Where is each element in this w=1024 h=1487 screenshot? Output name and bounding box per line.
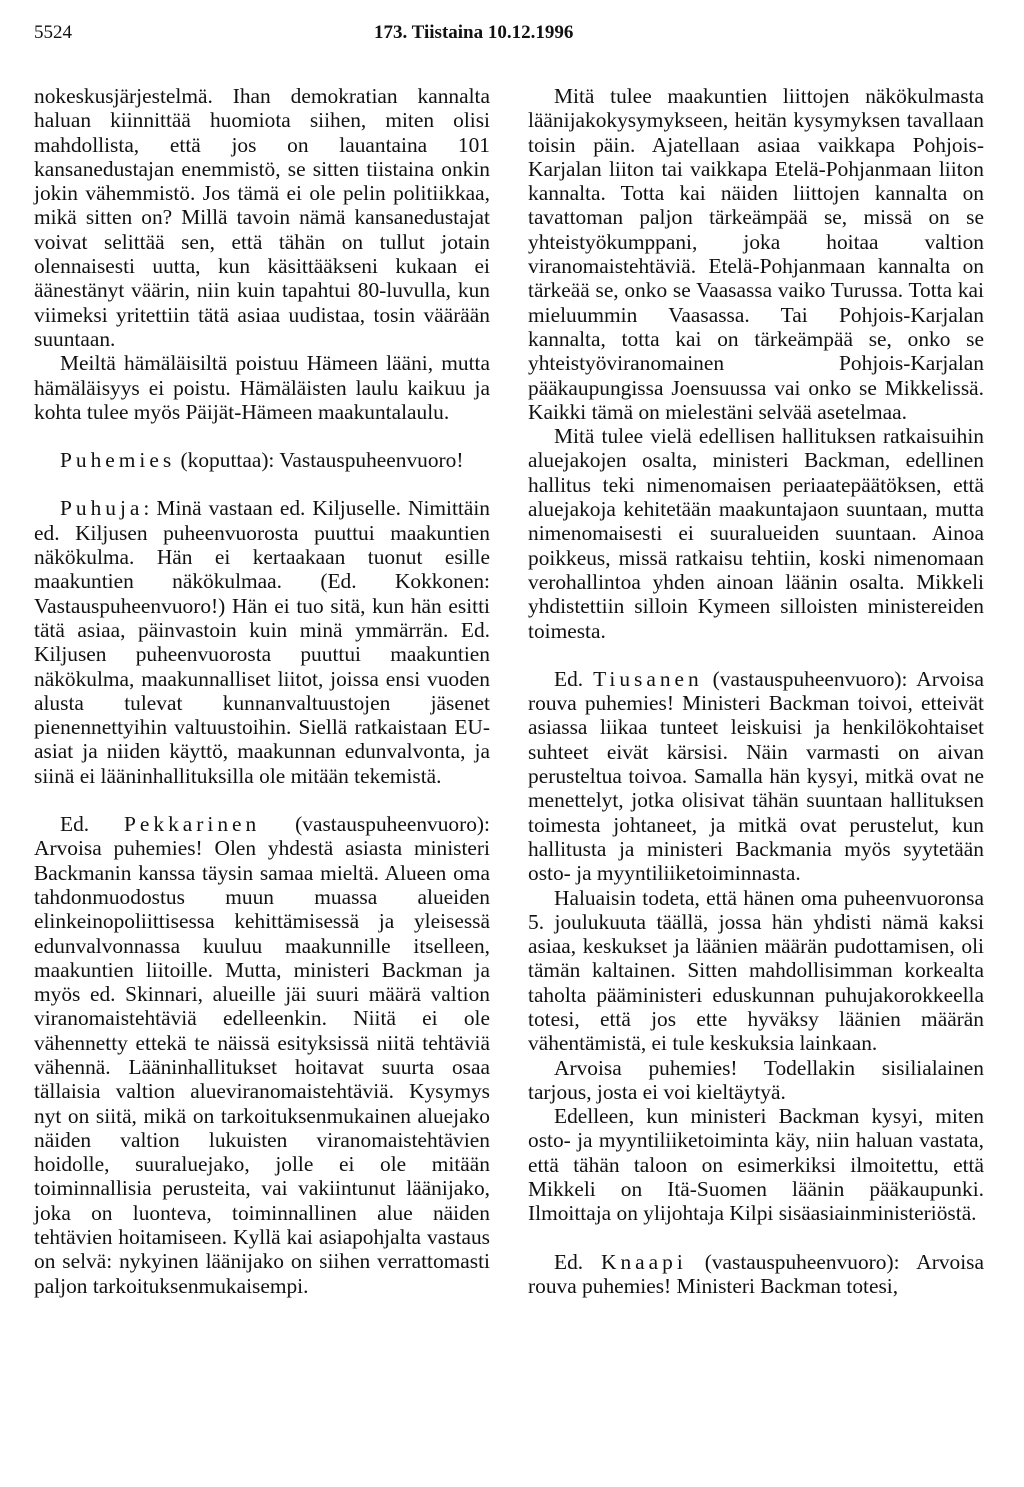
right-column bbox=[528, 84, 984, 1298]
speech-text: (vastauspuheenvuoro): Arvoisa puhemies! Olen yhdestä asiasta ministeri Backmanin kanssa täysin samaa mieltä. Alueen oma tahdonmuodostus muun muassa alueiden elinkeinopoliittisessa kehittämisessä ja yleisessä edunvalvonnassa kuuluu maakunnille itselleen, maakuntien liitoille. Mutta, ministeri Backman ja myös ed. Skinnari, alueille jäi suuri määrä valtion viranomaistehtäviä edelleenkin. Niitä ei ole vähennetty ettekä te näissä esityksissä niitä tehtäviä vähennä. Lääninhallitukset hoitavat suurta osaa tällaisia valtion alueviranomaistehtäviä. Kysymys nyt on siitä, mikä on tarkoituksenmukainen aluejako näiden valtion lukuisten viranomaistehtävien hoidolle, suuraluejako, jolle ei ole mitään toiminnallisia perusteita, vai vakiintunut läänijako, joka on luonteva, toiminnallinen alue näiden tehtävien hoitamiseen. Kyllä kai asiapohjalta vastaus on selvä: nykyinen läänijako on siihen verrattomasti paljon tarkoituksenmukaisempi. bbox=[34, 812, 490, 1298]
speech-speaker-turn bbox=[528, 1250, 984, 1299]
page-number: 5524 bbox=[34, 22, 72, 43]
speech-speaker-turn bbox=[34, 812, 490, 1298]
running-header: 173. Tiistaina 10.12.1996 bbox=[374, 22, 574, 43]
speaker-prefix: Ed. bbox=[554, 1249, 602, 1274]
paragraph: Arvoisa puhemies! Todellakin sisilialainen tarjous, josta ei voi kieltäytyä. bbox=[528, 1055, 984, 1104]
speaker-prefix: Ed. bbox=[60, 812, 125, 837]
speech-text: (koputtaa): Vastauspuheenvuoro! bbox=[175, 448, 464, 473]
speech-text: (vastauspuheenvuoro): Arvoisa rouva puhemies! Ministeri Backman toivoi, etteivät asiassa liikaa tunteet leiskuisi ja henkilökohtaiset suhteet eivät kärsisi. Näin varmasti on aivan perusteltua toivoa. Samalla hän kysyi, mitkä ovat ne menettelyt, jotka olisivat tähän suuntaan hallituksen toimesta johtaneet, ja mitkä ovat perustelut, kun hallitusta ja ministeri Backmania myös syytetään osto- ja myyntiliiketoiminnasta. bbox=[528, 666, 984, 886]
speech-speaker-turn bbox=[34, 448, 490, 472]
speaker-name: Pekkarinen bbox=[124, 812, 261, 837]
speech-text: (vastauspuheenvuoro): Arvoisa rouva puhemies! Ministeri Backman totesi, bbox=[528, 1249, 984, 1298]
speech-speaker-turn bbox=[528, 667, 984, 886]
speaker-name: Tiusanen bbox=[593, 666, 703, 691]
paragraph: Edelleen, kun ministeri Backman kysyi, miten osto- ja myyntiliiketoiminta käy, niin haluan vastata, että tähän taloon on esimerkiksi ilmoitettu, että Mikkeli on Itä-Suomen läänin pääkaupunki. Ilmoittaja on ylijohtaja Kilpi sisäasiainministeriöstä. bbox=[528, 1104, 984, 1226]
paragraph: Mitä tulee vielä edellisen hallituksen ratkaisuihin aluejakojen osalta, ministeri Backman, edellinen hallitus teki nimenomaisen periaatepäätöksen, että aluejakoja kehitetään maakuntajaon suuntaan, mutta nimenomaisesti ei suuralueiden suuntaan. Ainoa poikkeus, missä ratkaisu tehtiin, koski nimenomaan verohallintoa yhden ainoan läänin osalta. Mikkeli yhdistettiin silloin Kymeen silloisten ministereiden toimesta. bbox=[528, 424, 984, 643]
speech-speaker-turn bbox=[34, 496, 490, 788]
speaker-name: Puhemies bbox=[60, 448, 176, 473]
left-column bbox=[34, 84, 490, 1298]
speech-text: : Minä vastaan ed. Kiljuselle. Nimittäin ed. Kiljusen puheenvuorosta puuttui maakuntien näkökulma. Hän ei kertaakaan tuonut esille maakuntien näkökulmaa. (Ed. Kokkonen: Vastauspuheenvuoro!) Hän ei tuo sitä, kun hän esitti tätä asiaa, päinvastoin kuin minä ymmärrän. Ed. Kiljusen puheenvuorosta puuttui maakuntien näkökulma, maakunnalliset liitot, joissa ensi vuoden alusta tulevat kunnanvaltuustojen jäsenet pienennettyihin valtuustoihin. Siellä ratkaistaan EU-asiat ja niiden käyttö, maakunnan edunvalvonta, ja siinä ei lääninhallituksilla ole mitään tekemistä. bbox=[34, 496, 490, 788]
speaker-name: Knaapi bbox=[601, 1249, 687, 1274]
paragraph: Meiltä hämäläisiltä poistuu Hämeen lääni, mutta hämäläisyys ei poistu. Hämäläisten laulu kaikuu ja kohta tulee myös Päijät-Hämeen maakuntalaulu. bbox=[34, 351, 490, 424]
paragraph: Haluaisin todeta, että hänen oma puheenvuoronsa 5. joulukuuta täällä, jossa hän yhdisti nämä kaksi asiaa, keskukset ja läänien määrän pudottamisen, oli tämän kaltainen. Sitten mahdollisimman korkealta taholta pääministeri eduskunnan puhujakorokkeella totesi, että jos ette hyväksy läänien määrän vähentämistä, ei tule keskuksia lainkaan. bbox=[528, 885, 984, 1056]
paragraph: nokeskusjärjestelmä. Ihan demokratian kannalta haluan kiinnittää huomiota siihen, miten olisi mahdollista, että jos on lauantaina 101 kansanedustajan enemmistö, se sitten tiistaina onkin jokin vähemmistö. Jos tämä ei ole pelin politiikkaa, mikä sitten on? Millä tavoin nämä kansanedustajat voivat selittää sen, että tähän on tullut jotain olennaisesti uutta, kun käsittääkseni kukaan ei äänestänyt väärin, niin kuin tapahtui 80-luvulla, kun viimeksi yritettiin tätä asiaa uudistaa, tosin väärään suuntaan. bbox=[34, 84, 490, 351]
paragraph: Mitä tulee maakuntien liittojen näkökulmasta läänijakokysymykseen, heitän kysymyksen tavallaan toisin päin. Ajatellaan asiaa vaikkapa Pohjois-Karjalan liiton tai vaikkapa Etelä-Pohjanmaan liiton kannalta. Totta kai näiden liittojen kannalta on tavattoman paljon tärkeämpää se, missä on se yhteistyökumppani, joka hoitaa valtion viranomaistehtäviä. Etelä-Pohjanmaan kannalta on tärkeää se, onko se Vaasassa vaiko Turussa. Totta kai mieluummin Vaasassa. Tai Pohjois-Karjalan kannalta, totta kai on tärkeämpää se, onko se yhteistyöviranomainen Pohjois-Karjalan pääkaupungissa Joensuussa vai onko se Mikkelissä. Kaikki tämä on mielestäni selvää asetelmaa. bbox=[528, 84, 984, 424]
speaker-name: Puhuja bbox=[60, 496, 144, 521]
speaker-prefix: Ed. bbox=[554, 666, 594, 691]
